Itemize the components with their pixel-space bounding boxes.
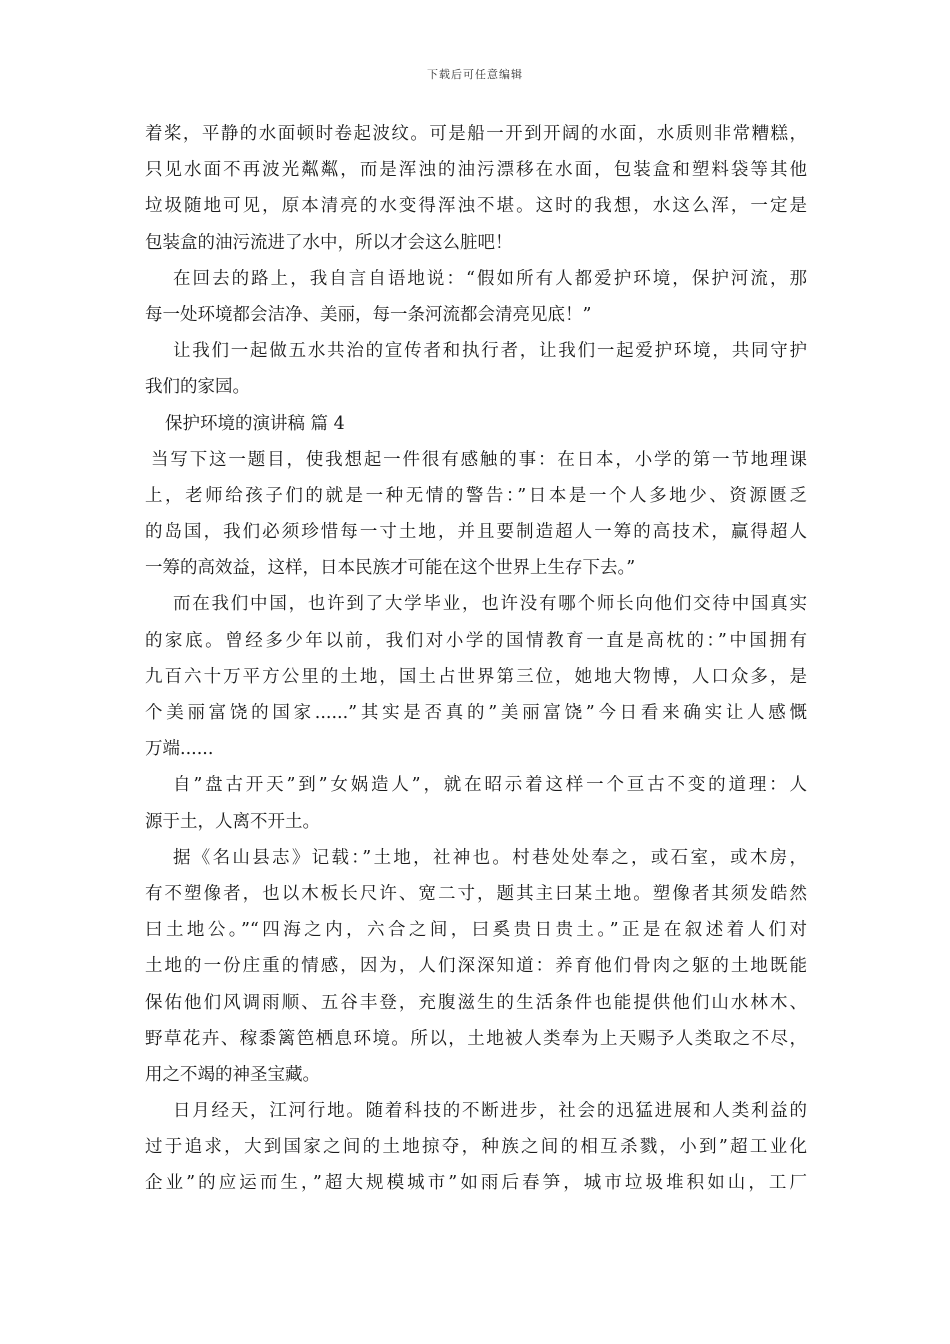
text-line: 包装盒的油污流进了水中，所以才会这么脏吧！ [145,232,513,253]
text-line: 的岛国，我们必须珍惜每一寸土地，并且要制造超人一筹的高技术，赢得超人 [145,522,807,543]
text-line: 有不塑像者，也以木板长尺许、宽二寸，题其主曰某土地。塑像者其须发皓然 [145,883,807,904]
text-line: 企业”的应运而生，”超大规模城市”如雨后春笋，城市垃圾堆积如山，工厂 [145,1173,807,1194]
text-line: 而在我们中国，也许到了大学毕业，也许没有哪个师长向他们交待中国真实 [173,594,807,615]
text-line: 万端...... [145,739,214,760]
text-line: 个美丽富饶的国家......”其实是否真的”美丽富饶”今日看来确实让人感慨 [145,703,807,723]
text-line: 我们的家园。 [145,377,250,398]
text-line: 保佑他们风调雨顺、五谷丰登，充腹滋生的生活条件也能提供他们山水林木、 [145,992,807,1013]
text-line: 让我们一起做五水共治的宣传者和执行者，让我们一起爱护环境，共同守护 [173,341,807,362]
text-line: 当写下这一题目，使我想起一件很有感触的事：在日本，小学的第一节地理课 [151,449,807,470]
text-line: 九百六十万平方公里的土地，国土占世界第三位，她地大物博，人口众多，是 [145,666,807,687]
text-line: 据《名山县志》记载：”土地，社神也。村巷处处奉之，或石室，或木房， [173,847,807,868]
text-line: 的家底。曾经多少年以前，我们对小学的国情教育一直是高枕的：”中国拥有 [145,630,807,651]
page-header: 下载后可任意编辑 [427,68,523,81]
text-line: 一筹的高效益，这样，日本民族才可能在这个世界上生存下去。” [145,558,636,579]
text-line: 曰土地公。”“四海之内，六合之间，曰奚贵日贵土。”正是在叙述着人们对 [145,920,807,941]
text-line: 自”盘古开天”到”女娲造人”，就在昭示着这样一个亘古不变的道理：人 [173,775,807,796]
text-line: 在回去的路上，我自言自语地说：“假如所有人都爱护环境，保护河流，那 [173,268,807,289]
text-line: 用之不竭的神圣宝藏。 [145,1064,320,1085]
text-line: 源于土，人离不开土。 [145,811,320,832]
text-line: 垃圾随地可见，原本清亮的水变得浑浊不堪。这时的我想，水这么浑，一定是 [145,196,807,217]
text-line: 过于追求，大到国家之间的土地掠夺，种族之间的相互杀戮，小到”超工业化 [145,1137,807,1158]
text-line: 野草花卉、稼黍篱笆栖息环境。所以，土地被人类奉为上天赐予人类取之不尽， [145,1028,807,1049]
text-line: 日月经天，江河行地。随着科技的不断进步，社会的迅猛进展和人类利益的 [173,1101,807,1122]
text-line: 每一处环境都会洁净、美丽，每一条河流都会清亮见底！” [145,304,592,325]
document-body [145,116,807,1202]
text-line: 着桨，平静的水面顿时卷起波纹。可是船一开到开阔的水面，水质则非常糟糕， [145,124,807,144]
text-line: 土地的一份庄重的情感，因为，人们深深知道：养育他们骨肉之躯的土地既能 [145,956,807,977]
text-line: 上，老师给孩子们的就是一种无情的警告：”日本是一个人多地少、资源匮乏 [145,485,807,506]
text-line: 只见水面不再波光粼粼，而是浑浊的油污漂移在水面，包装盒和塑料袋等其他 [145,160,807,181]
text-line: 保护环境的演讲稿 篇 4 [165,413,345,434]
